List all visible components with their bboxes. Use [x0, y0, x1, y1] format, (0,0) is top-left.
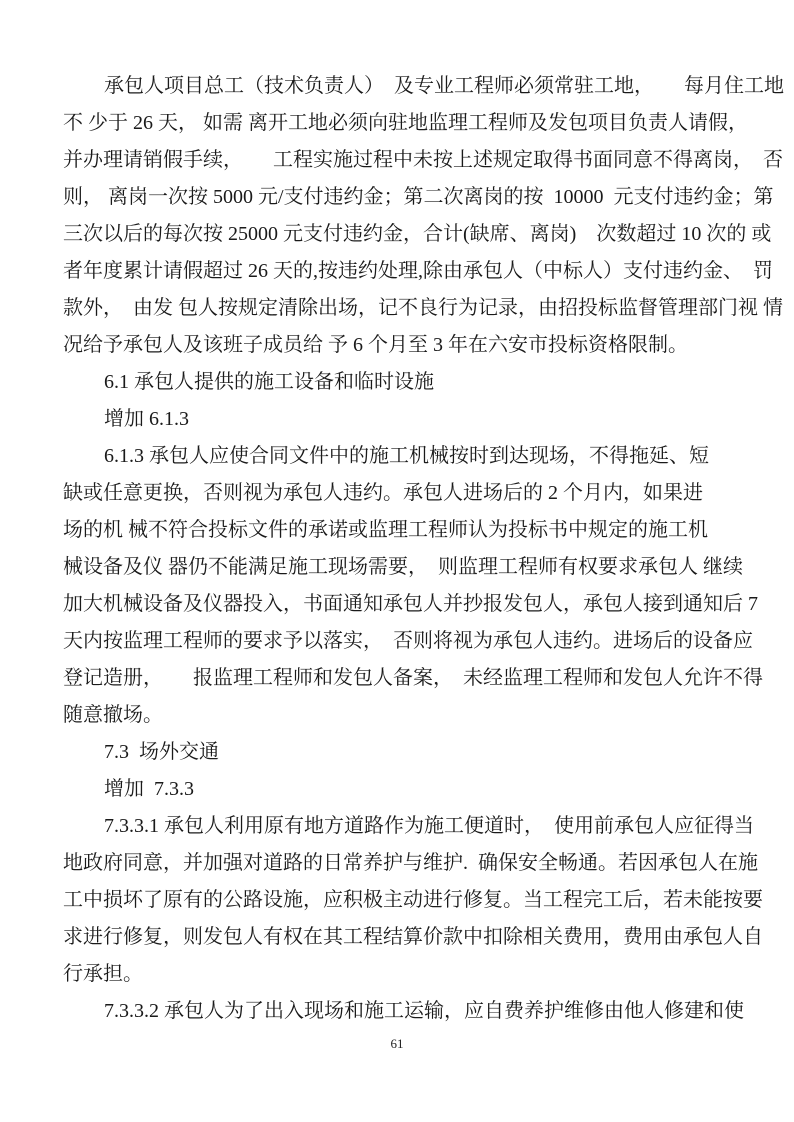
- document-body: [63, 68, 784, 1030]
- text-line: 不 少于 26 天， 如需 离开工地必须向驻地监理工程师及发包项目负责人请假，: [63, 112, 748, 134]
- text-line: 三次以后的每次按 25000 元支付违约金，合计(缺席、离岗) 次数超过 10 次的 或: [63, 223, 772, 245]
- text-line: 求进行修复，则发包人有权在其工程结算价款中扣除相关费用，费用由承包人自: [63, 926, 763, 948]
- text-line: 天内按监理工程师的要求予以落实， 否则将视为承包人违约。进场后的设备应: [63, 630, 753, 652]
- text-line: 缺或任意更换，否则视为承包人违约。承包人进场后的 2 个月内，如果进: [63, 482, 703, 504]
- heading-6-1: 6.1 承包人提供的施工设备和临时设施: [104, 371, 434, 393]
- text-line: 械设备及仪 器仍不能满足施工现场需要， 则监理工程师有权要求承包人 继续: [63, 556, 743, 578]
- text-line: 7.3.3.1 承包人利用原有地方道路作为施工便道时， 使用前承包人应征得当: [104, 815, 754, 837]
- text-line: 场的机 械不符合投标文件的承诺或监理工程师认为投标书中规定的施工机: [63, 519, 708, 541]
- text-line: 加大机械设备及仪器投入，书面通知承包人并抄报发包人，承包人接到通知后 7: [63, 593, 758, 615]
- text-line: 况给予承包人及该班子成员给 予 6 个月至 3 年在六安市投标资格限制。: [63, 334, 688, 356]
- text-line: 者年度累计请假超过 26 天的,按违约处理,除由承包人（中标人）支付违约金、 罚: [63, 260, 773, 282]
- text-line: 行承担。: [63, 963, 143, 985]
- clause-add-6-1-3: 增加 6.1.3: [104, 408, 189, 430]
- text-line: 工中损坏了原有的公路设施，应积极主动进行修复。当工程完工后，若未能按要: [63, 889, 763, 911]
- text-line: 登记造册， 报监理工程师和发包人备案， 未经监理工程师和发包人允许不得: [63, 667, 763, 689]
- text-line: 则， 离岗一次按 5000 元/支付违约金；第二次离岗的按 10000 元支付违约金；第: [63, 186, 774, 208]
- clause-add-7-3-3: 增加 7.3.3: [104, 778, 194, 800]
- text-line: 地政府同意，并加强对道路的日常养护与维护. 确保安全畅通。若因承包人在施: [63, 852, 758, 874]
- text-line: 并办理请销假手续， 工程实施过程中未按上述规定取得书面同意不得离岗， 否: [63, 149, 783, 171]
- heading-7-3: 7.3 场外交通: [104, 741, 219, 763]
- text-line: 7.3.3.2 承包人为了出入现场和施工运输，应自费养护维修由他人修建和使: [104, 1000, 744, 1022]
- text-line: 承包人项目总工（技术负责人） 及专业工程师必须常驻工地， 每月住工地: [104, 75, 784, 97]
- text-line: 6.1.3 承包人应使合同文件中的施工机械按时到达现场，不得拖延、短: [104, 445, 709, 467]
- text-line: 款外， 由发 包人按规定清除出场，记不良行为记录，由招投标监督管理部门视 情: [63, 297, 783, 319]
- text-line: 随意撤场。: [63, 704, 163, 726]
- page-number: 61: [390, 1036, 404, 1051]
